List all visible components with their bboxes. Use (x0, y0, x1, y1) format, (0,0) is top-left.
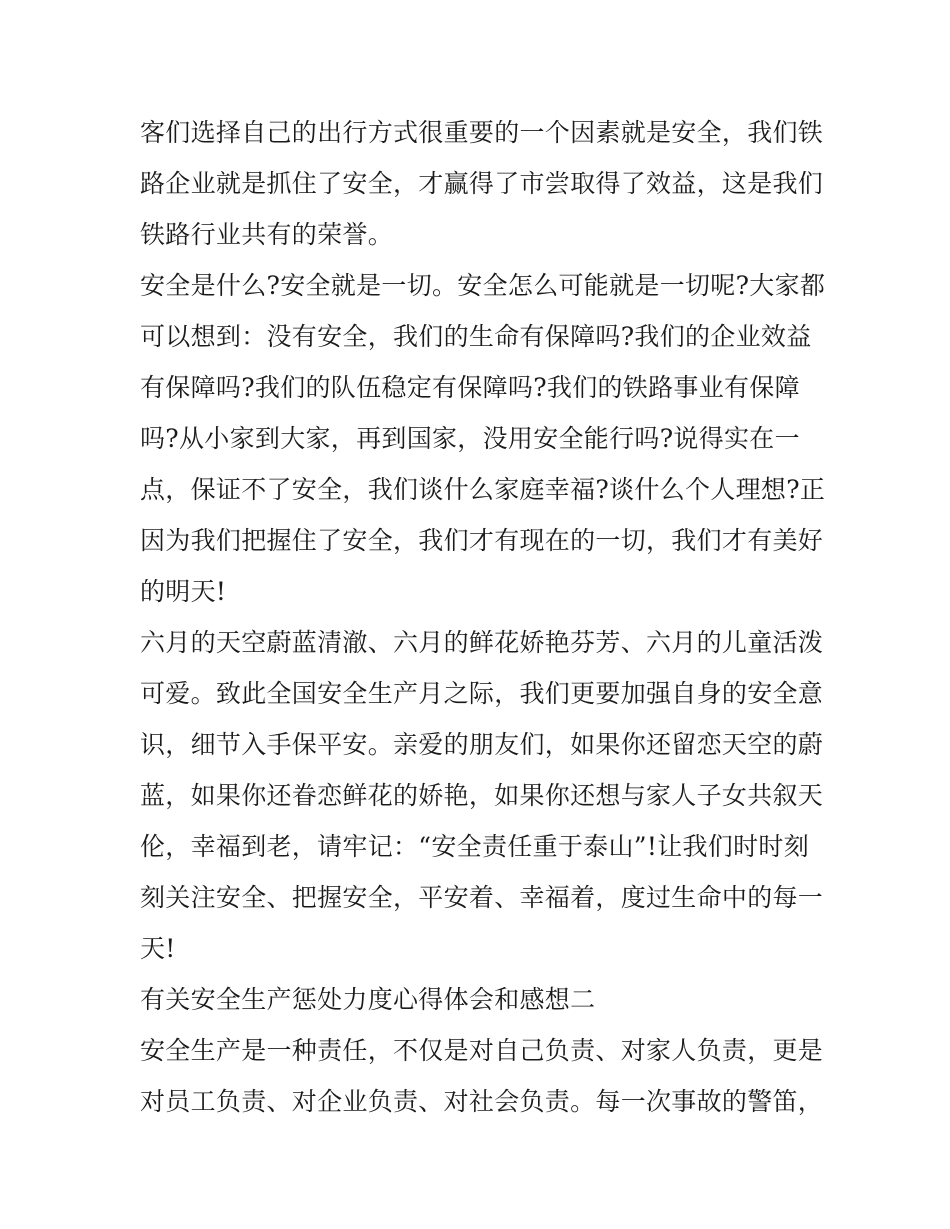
paragraph-railway-safety (140, 107, 824, 260)
text-line: 路企业就是抓住了安全，才赢得了市尝取得了效益，这是我们 (140, 169, 824, 198)
text-line: 的明天! (140, 577, 227, 606)
text-line: 蓝，如果你还眷恋鲜花的娇艳，如果你还想与家人子女共叙天 (140, 781, 824, 810)
paragraph-june-safety-month (140, 617, 824, 974)
text-line: 安全生产是一种责任，不仅是对自己负责、对家人负责，更是 (140, 1036, 824, 1065)
text-line: 点，保证不了安全，我们谈什么家庭幸福?谈什么个人理想?正 (140, 475, 826, 504)
text-line: 因为我们把握住了安全，我们才有现在的一切，我们才有美好 (140, 526, 824, 555)
section-heading-part-two (140, 974, 812, 1025)
text-line: 吗?从小家到大家，再到国家，没用安全能行吗?说得实在一 (140, 424, 800, 453)
text-line: 可以想到：没有安全，我们的生命有保障吗?我们的企业效益 (140, 322, 812, 351)
text-line: 对员工负责、对企业负责、对社会负责。每一次事故的警笛， (140, 1087, 824, 1116)
text-line: 识，细节入手保平安。亲爱的朋友们，如果你还留恋天空的蔚 (140, 730, 824, 759)
text-line: 有保障吗?我们的队伍稳定有保障吗?我们的铁路事业有保障 (140, 373, 800, 402)
paragraph-what-is-safety (140, 260, 826, 617)
text-line: 可爱。致此全国安全生产月之际，我们更要加强自身的安全意 (140, 679, 824, 708)
paragraph-responsibility (140, 1025, 824, 1127)
text-line: 客们选择自己的出行方式很重要的一个因素就是安全，我们铁 (140, 118, 824, 147)
text-line: 天! (140, 934, 176, 963)
text-line: 安全是什么?安全就是一切。安全怎么可能就是一切呢?大家都 (140, 271, 826, 300)
text-line: 刻关注安全、把握安全，平安着、幸福着，度过生命中的每一 (140, 883, 824, 912)
text-line: 伦，幸福到老，请牢记：“安全责任重于泰山”!让我们时时刻 (140, 832, 810, 861)
text-line: 六月的天空蔚蓝清澈、六月的鲜花娇艳芬芳、六月的儿童活泼 (140, 628, 824, 657)
section-heading: 有关安全生产惩处力度心得体会和感想二 (140, 985, 596, 1014)
text-line: 铁路行业共有的荣誉。 (140, 220, 394, 249)
document-body (140, 107, 826, 1127)
